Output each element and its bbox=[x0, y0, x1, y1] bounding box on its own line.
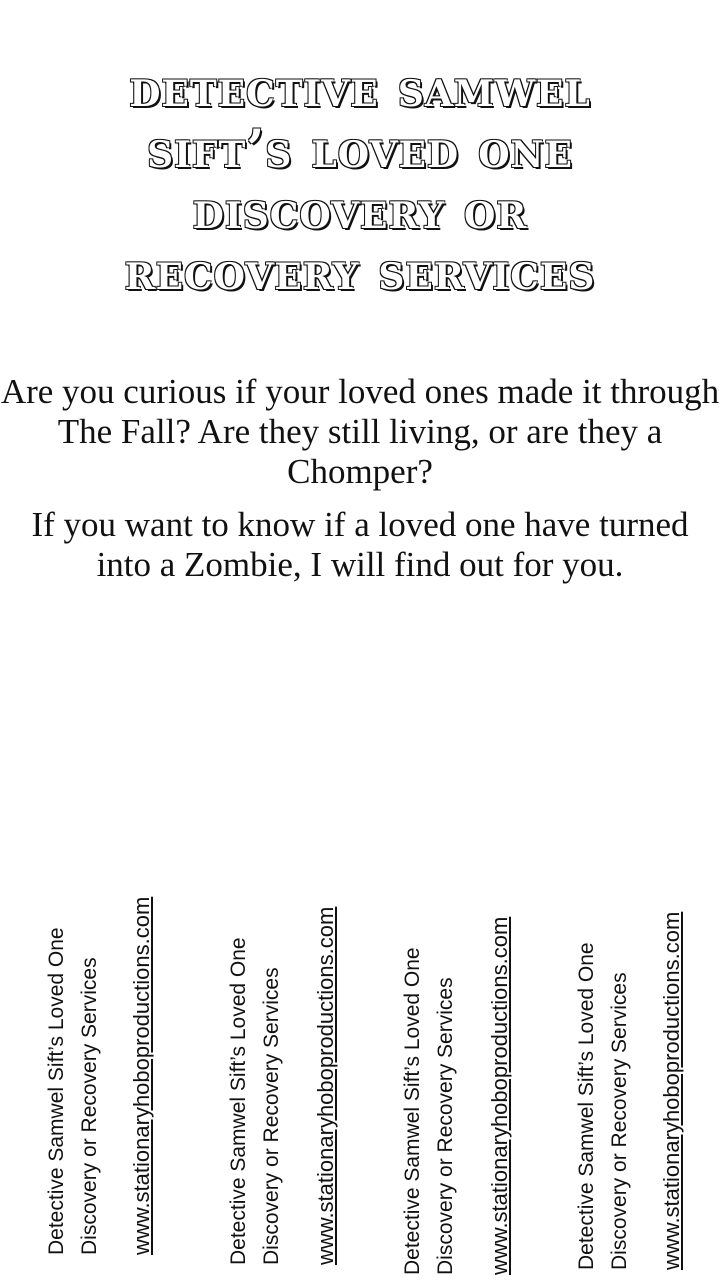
tab-name-line2: Discovery or Recovery Services bbox=[608, 972, 631, 1270]
title-line: detective samwel bbox=[129, 58, 591, 119]
tab-name-line1: Detective Samwel Sift’s Loved One bbox=[227, 937, 250, 1265]
tab-name-line2: Discovery or Recovery Services bbox=[260, 967, 283, 1265]
tear-tab-2-url[interactable]: www.stationaryhoboproductions.com bbox=[313, 906, 338, 1265]
title-line: recovery services bbox=[124, 241, 596, 302]
offer-paragraph: If you want to know if a loved one have turned into a Zombie, I will find out for you. bbox=[31, 505, 689, 584]
tear-tab-4-name bbox=[570, 890, 636, 1270]
tear-tab-1-url[interactable]: www.stationaryhoboproductions.com bbox=[129, 896, 154, 1255]
tab-name-line1: Detective Samwel Sift’s Loved One bbox=[401, 947, 424, 1275]
title-line: sift’s loved one bbox=[147, 119, 573, 180]
tear-tab-3-url[interactable]: www.stationaryhoboproductions.com bbox=[487, 916, 512, 1275]
intro-paragraph: Are you curious if your loved ones made it through The Fall? Are they still living, or are they a Chomper? bbox=[0, 372, 720, 491]
tear-tab-2-name bbox=[222, 885, 288, 1265]
tab-name-line2: Discovery or Recovery Services bbox=[434, 977, 457, 1275]
flyer-title bbox=[0, 58, 720, 302]
tab-name-line2: Discovery or Recovery Services bbox=[78, 957, 101, 1255]
tab-name-line1: Detective Samwel Sift’s Loved One bbox=[575, 942, 598, 1270]
tear-tab-4-url[interactable]: www.stationaryhoboproductions.com bbox=[659, 911, 684, 1270]
title-line: discovery or bbox=[192, 180, 528, 241]
tear-tab-3-name bbox=[396, 895, 462, 1275]
tear-tab-1-name bbox=[40, 875, 106, 1255]
tab-name-line1: Detective Samwel Sift’s Loved One bbox=[45, 927, 68, 1255]
